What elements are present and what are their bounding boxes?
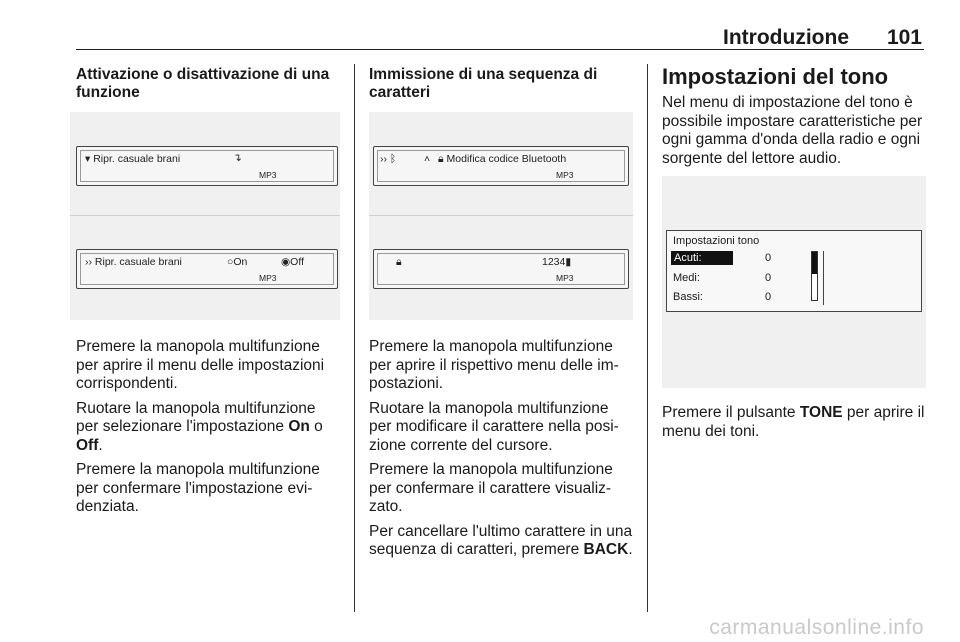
column-3-text	[662, 398, 928, 441]
tone-row-acuti-label: Acuti:	[671, 251, 733, 265]
tone-row-medi-label: Medi:	[673, 272, 700, 284]
figure-character-sequence	[369, 112, 633, 320]
page-title: Introduzione	[723, 26, 849, 49]
source-label: MP3	[259, 170, 277, 180]
section-heading-tone: Impostazioni del tono	[662, 64, 889, 89]
page-number: 101	[886, 26, 922, 49]
tone-level-bar	[811, 251, 818, 301]
code-value: 1234	[542, 256, 566, 268]
display-screen-1	[76, 146, 338, 186]
return-arrow-icon: ↴	[233, 152, 242, 164]
tone-row-acuti-value: 0	[765, 252, 772, 264]
paragraph: Premere il pulsante TONE per aprire il menu dei toni.	[662, 404, 925, 440]
page-header	[76, 26, 924, 50]
tone-screen-title: Impostazioni tono	[673, 235, 760, 247]
paragraph: Premere la manopola multifunzione per aprire il rispettivo menu delle im-postazioni.	[369, 338, 619, 392]
display-screen-4	[373, 249, 629, 289]
intro-paragraph: Nel menu di impostazione del tono è possibile impostare caratteristiche per ogni gamma d'onda della radio e ogni sorgente del lettore audio.	[662, 94, 923, 167]
cursor-block-icon: ▮	[565, 256, 572, 268]
arrow-down-icon: ▾	[85, 153, 91, 165]
caret-up-icon: ˄	[424, 153, 431, 165]
screen-label: Ripr. casuale brani	[93, 153, 181, 165]
source-label: MP3	[259, 273, 277, 283]
paragraph: Per cancellare l'ultimo carattere in una sequenza di caratteri, premere BACK.	[369, 522, 633, 558]
separator	[70, 215, 340, 216]
lock-icon: 🔒︎	[438, 153, 444, 165]
option-on: On	[233, 256, 248, 268]
keyword-back: BACK	[583, 541, 629, 558]
radio-empty-icon: ○	[227, 256, 234, 268]
column-3	[662, 64, 928, 168]
column-divider-2	[647, 64, 648, 612]
option-off: Off	[290, 256, 304, 268]
keyword-off: Off	[76, 436, 99, 454]
column-divider-1	[354, 64, 355, 612]
keyword-on: On	[288, 418, 310, 435]
screen-label: Modifica codice Bluetooth	[446, 153, 567, 165]
keyword-tone: TONE	[799, 404, 843, 421]
lock-icon: 🔒︎	[396, 256, 402, 268]
tone-row-bassi-label: Bassi:	[673, 291, 703, 303]
divider	[823, 251, 824, 305]
separator	[369, 215, 633, 216]
paragraph: Ruotare la manopola multifunzione per selezionare l'impostazione On o Off.	[76, 399, 323, 454]
double-chevron-icon: ››	[85, 256, 92, 268]
tone-display	[666, 230, 922, 312]
source-label: MP3	[556, 273, 574, 283]
tone-row-bassi-value: 0	[765, 291, 772, 303]
screen-label: Ripr. casuale brani	[94, 256, 182, 268]
paragraph: Premere la manopola multifunzione per confermare il carattere visualiz-zato.	[369, 461, 613, 515]
radio-selected-icon: ◉	[281, 256, 291, 268]
figure-toggle-function	[70, 112, 340, 320]
watermark: carmanualsonline.info	[709, 616, 924, 639]
section-subheading-sequence: Immissione di una sequenza di caratteri	[369, 66, 598, 101]
display-screen-3	[373, 146, 629, 186]
figure-tone-settings	[662, 176, 926, 388]
column-1	[76, 66, 340, 102]
display-screen-2	[76, 249, 338, 289]
column-1-text	[76, 332, 340, 517]
source-label: MP3	[556, 170, 574, 180]
paragraph: Premere la manopola multifunzione per confermare l'impostazione evi-denziata.	[76, 461, 320, 515]
tone-row-medi-value: 0	[765, 272, 772, 284]
tone-level-fill	[812, 252, 817, 274]
column-2-text	[369, 332, 633, 560]
paragraph: Ruotare la manopola multifunzione per modificare il carattere nella posi-zione corrente del cursore.	[369, 399, 619, 454]
bluetooth-icon: ›› ᛒ	[380, 153, 397, 165]
column-2	[369, 66, 633, 102]
paragraph: Premere la manopola multifunzione per aprire il menu delle impostazioni corrispondenti.	[76, 338, 325, 392]
section-subheading-toggle: Attivazione o disattivazione di una funzione	[76, 66, 330, 101]
